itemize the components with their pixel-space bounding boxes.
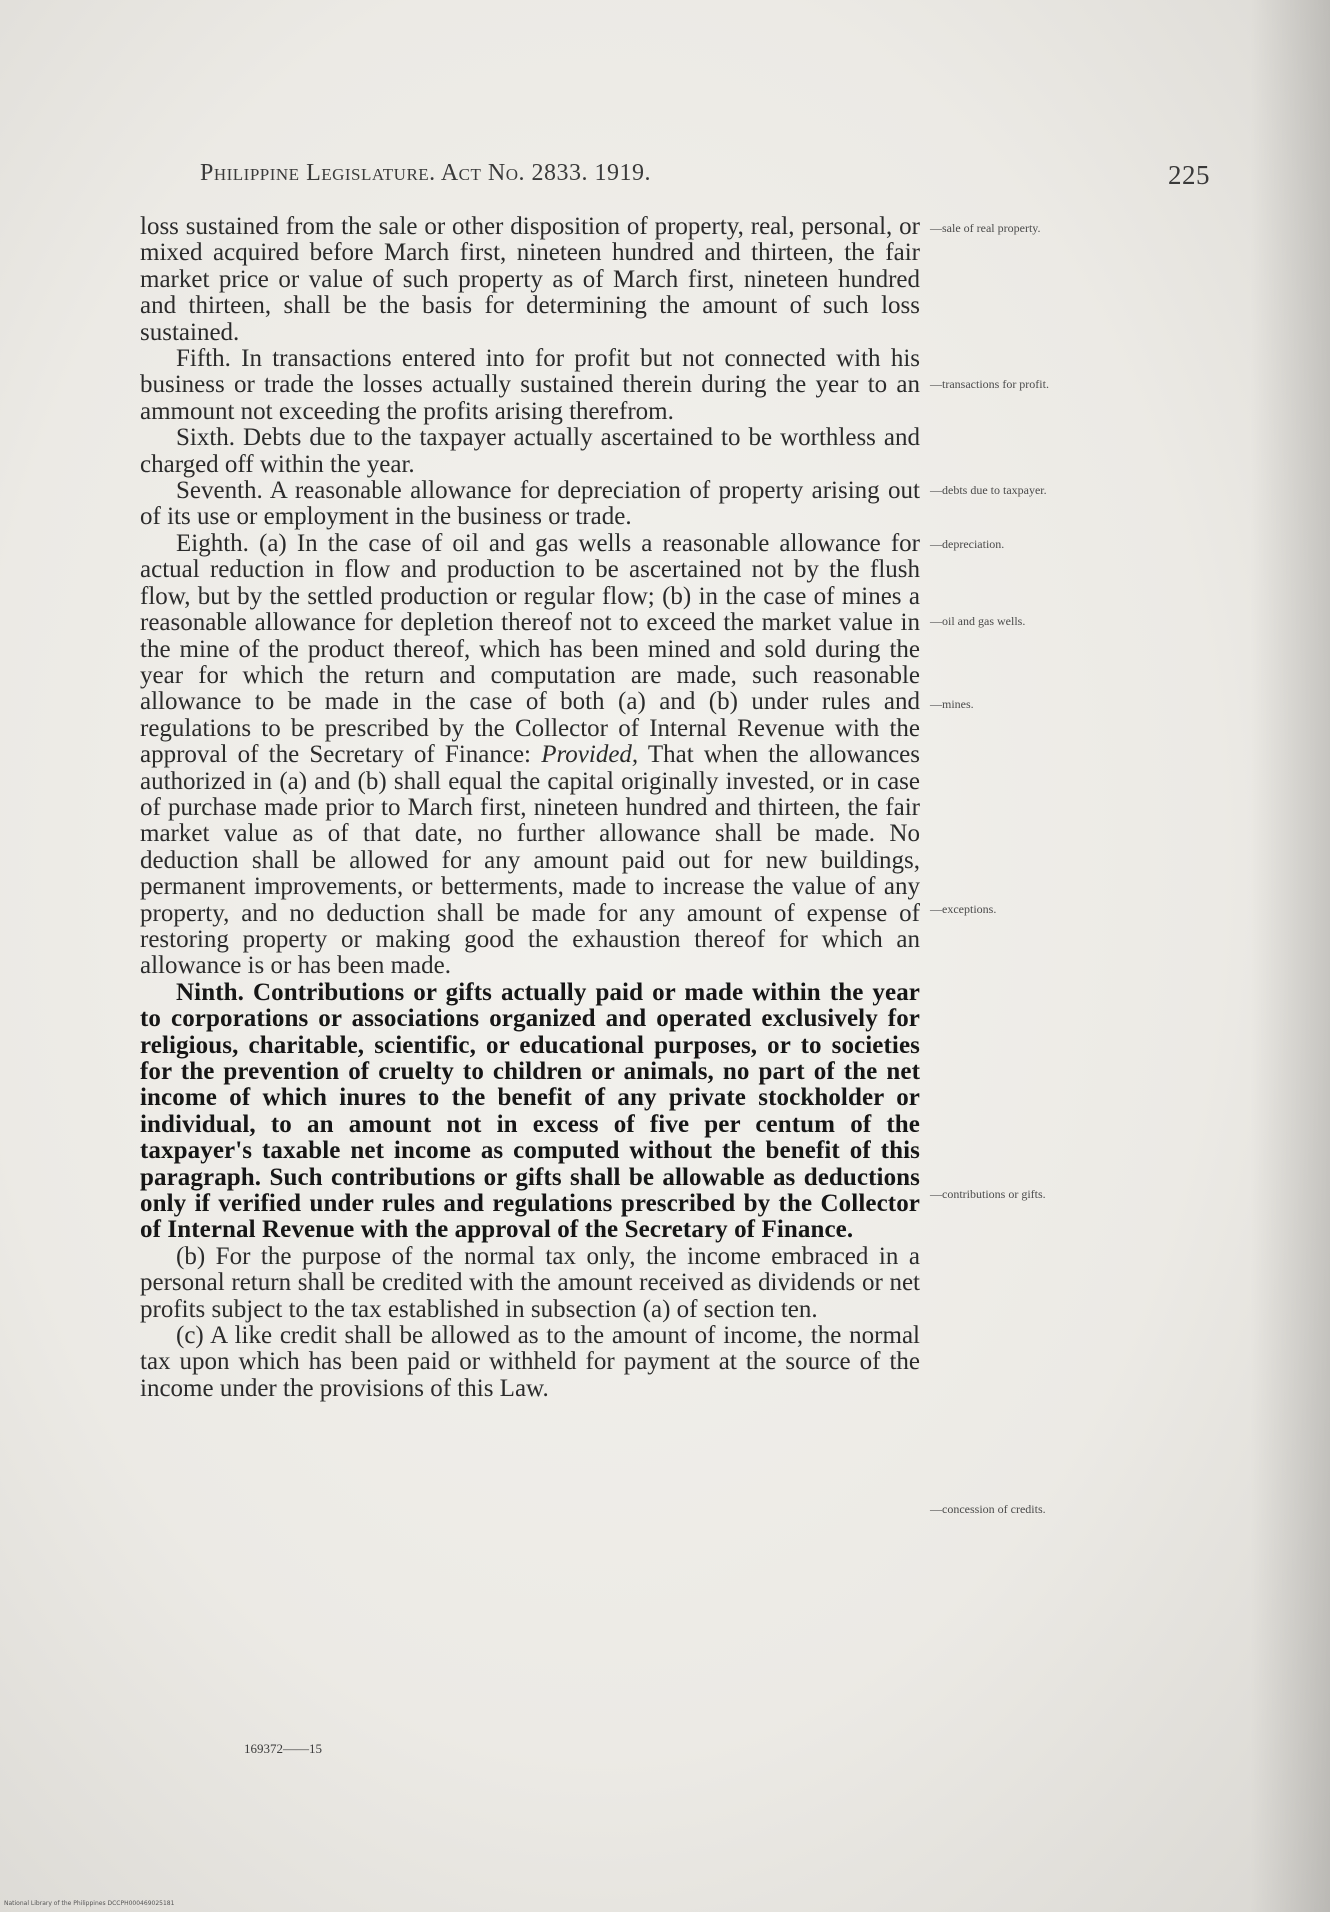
body-text [140,214,920,1402]
sidenote-concession-of-credits: —concession of credits. [930,1502,1046,1516]
page-number: 225 [1168,160,1210,190]
paragraph-eighth [140,531,920,980]
paragraph-fifth: Fifth. In transactions entered into for profit but not connected with his business or trade the losses actually sustained therein during the year to an ammount not exceeding the profits arising therefrom. [140,345,920,425]
paragraph-ninth: Ninth. Contributions or gifts actually paid or made within the year to corporations or associations organized and operated exclusively for religious, charitable, scientific, or educational purposes, or to societies for the prevention of cruelty to children or animals, no part of the net income of which inures to the benefit of any private stockholder or individual, to an amount not in excess of five per centum of the taxpayer's taxable net income as computed without the benefit of this paragraph. Such contributions or gifts shall be allowable as deductions only if verified under rules and regulations prescribed by the Collector of Internal Revenue with the approval of the Secretary of Finance. [140,978,920,1244]
footer-credit: National Library of the Philippines DCCPH000469025181 [4,1900,175,1907]
eighth-text: Eighth. (a) In the case of oil and gas wells a reasonable allowance for actual reduction in flow and production to be ascertained not by the flush flow, but by the settled production or regular flow; (b) in the case of mines a reasonable allowance for depletion thereof not to exceed the market value in the mine of the product thereof, which has been mined and sold during the year for which the return and computation are made, such reasonable allowance to be made in the case of both (a) and (b) under rules and regulations to be prescribed by the Collector of Internal Revenue with the approval of the Secretary of Finance: [140,529,920,769]
page-edge-shadow [1250,0,1330,1912]
sidenote-oil-and-gas-wells: —oil and gas wells. [930,614,1026,628]
paragraph-b: (b) For the purpose of the normal tax only, the income embraced in a personal return shall be credited with the amount received as dividends or net profits subject to the tax established in subsection (a) of section ten. [140,1242,920,1323]
proviso-word: Provided, [541,741,639,769]
sidenote-mines: —mines. [930,697,974,711]
running-title: Philippine Legislature. Act No. 2833. 1919. [200,160,652,186]
paragraph-loss-sustained: loss sustained from the sale or other disposition of property, real, personal, or mixed acquired before March first, nineteen hundred and thirteen, the fair market price or value of such property as of March first, nineteen hundred and thirteen, shall be the basis for determining the amount of such loss sustained. [140,213,920,346]
sidenote-sale-of-real-property: —sale of real property. [930,221,1041,235]
paragraph-seventh: Seventh. A reasonable allowance for depreciation of property arising out of its use or employment in the business or trade. [140,477,920,531]
sidenote-debts-due-to-taxpayer: —debts due to taxpayer. [930,483,1047,497]
sidenote-contributions-or-gifts: —contributions or gifts. [930,1187,1046,1201]
paragraph-c: (c) A like credit shall be allowed as to the amount of income, the normal tax upon which has been paid or withheld for payment at the source of the income under the provisions of this Law. [140,1322,920,1402]
sidenote-transactions-for-profit: —transactions for profit. [930,377,1049,391]
paragraph-sixth: Sixth. Debts due to the taxpayer actually ascertained to be worthless and charged off within the year. [140,424,920,478]
sidenote-depreciation: —depreciation. [930,537,1005,551]
page-header [200,160,1210,196]
sidenote-exceptions: —exceptions. [930,902,997,916]
proviso-text: That when the allowances authorized in (a) and (b) shall equal the capital originally invested, or in case of purchase made prior to March first, nineteen hundred and thirteen, the fair market value as of that date, no further allowance shall be made. No deduction shall be allowed for any amount paid out for new buildings, permanent improvements, or betterments, made to increase the value of any property, and no deduction shall be made for any amount of expense of restoring property or making good the exhaustion thereof for which an allowance is or has been made. [140,741,921,980]
signature-mark: 169372——15 [244,1741,322,1756]
